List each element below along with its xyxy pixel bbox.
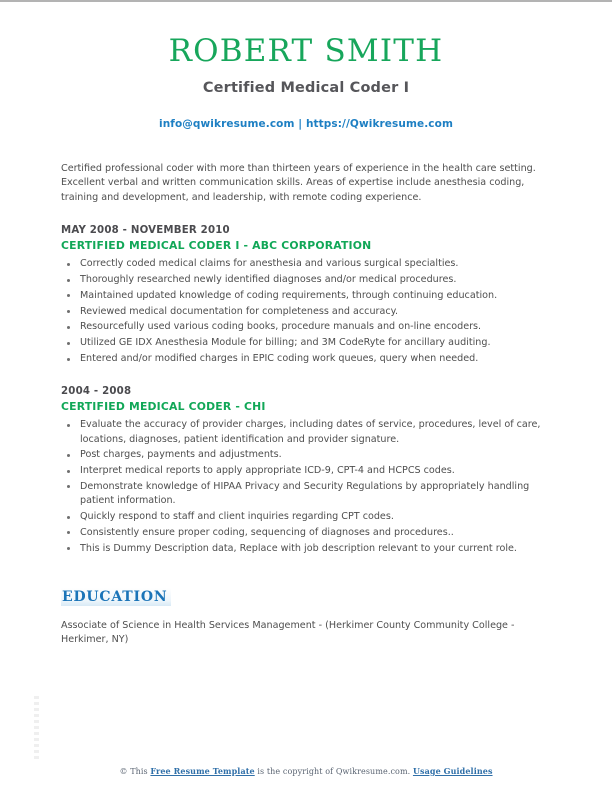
experience-entry	[61, 225, 556, 366]
experience-dates: 2004 - 2008	[61, 386, 132, 398]
experience-entry	[61, 386, 556, 556]
experience-bullet-list	[61, 257, 556, 366]
list-item: Utilized GE IDX Anesthesia Module for billing; and 3M CodeRyte for ancillary auditing.	[61, 336, 556, 350]
summary-text: Certified professional coder with more than thirteen years of experience in the health care setting. Excellent verbal and written communication skills. Areas of expertise include anesthesia coding, training and development, and leadership, with remote coding experience.	[61, 163, 536, 203]
candidate-job-title: Certified Medical Coder I	[202, 80, 410, 96]
list-item: Maintained updated knowledge of coding requirements, through continuing education.	[61, 289, 556, 303]
resume-content	[0, 2, 612, 648]
candidate-name: ROBERT SMITH	[168, 33, 444, 69]
footer-middle: is the copyright of Qwikresume.com.	[254, 767, 413, 776]
list-item: Reviewed medical documentation for completeness and accuracy.	[61, 305, 556, 319]
experience-title: CERTIFIED MEDICAL CODER I - ABC CORPORATION	[61, 239, 372, 253]
resume-header	[0, 33, 612, 130]
left-edge-watermark	[34, 696, 39, 762]
summary-section	[61, 162, 556, 205]
experience-section	[61, 225, 556, 556]
list-item: Correctly coded medical claims for anesthesia and various surgical specialties.	[61, 257, 556, 271]
education-section	[61, 586, 556, 648]
list-item: Quickly respond to staff and client inquiries regarding CPT codes.	[61, 510, 556, 524]
list-item: Demonstrate knowledge of HIPAA Privacy and Security Regulations by appropriately handling patient information.	[61, 480, 556, 509]
candidate-contact-line[interactable]: info@qwikresume.com | https://Qwikresume.com	[159, 118, 453, 130]
list-item: Entered and/or modified charges in EPIC coding work queues, query when needed.	[61, 352, 556, 366]
education-heading: EDUCATION	[61, 588, 171, 606]
footer-prefix: © This	[119, 767, 151, 776]
list-item: This is Dummy Description data, Replace with job description relevant to your current role.	[61, 542, 556, 556]
list-item: Resourcefully used various coding books, procedure manuals and on-line encoders.	[61, 320, 556, 334]
experience-bullet-list	[61, 418, 556, 556]
free-resume-template-link[interactable]: Free Resume Template	[150, 766, 255, 776]
list-item: Thoroughly researched newly identified diagnoses and/or medical procedures.	[61, 273, 556, 287]
education-item: Associate of Science in Health Services Management - (Herkimer County Community College - Herkimer, NY)	[61, 619, 515, 646]
experience-dates: MAY 2008 - NOVEMBER 2010	[61, 225, 230, 237]
usage-guidelines-link[interactable]: Usage Guidelines	[412, 766, 493, 776]
list-item: Interpret medical reports to apply appropriate ICD-9, CPT-4 and HCPCS codes.	[61, 464, 556, 478]
list-item: Consistently ensure proper coding, sequencing of diagnoses and procedures..	[61, 526, 556, 540]
list-item: Post charges, payments and adjustments.	[61, 448, 556, 462]
list-item: Evaluate the accuracy of provider charges, including dates of service, procedures, level of care, locations, diagnoses, patient identification and provider signature.	[61, 418, 556, 447]
page-footer	[0, 766, 612, 776]
experience-title: CERTIFIED MEDICAL CODER - CHI	[61, 400, 266, 414]
